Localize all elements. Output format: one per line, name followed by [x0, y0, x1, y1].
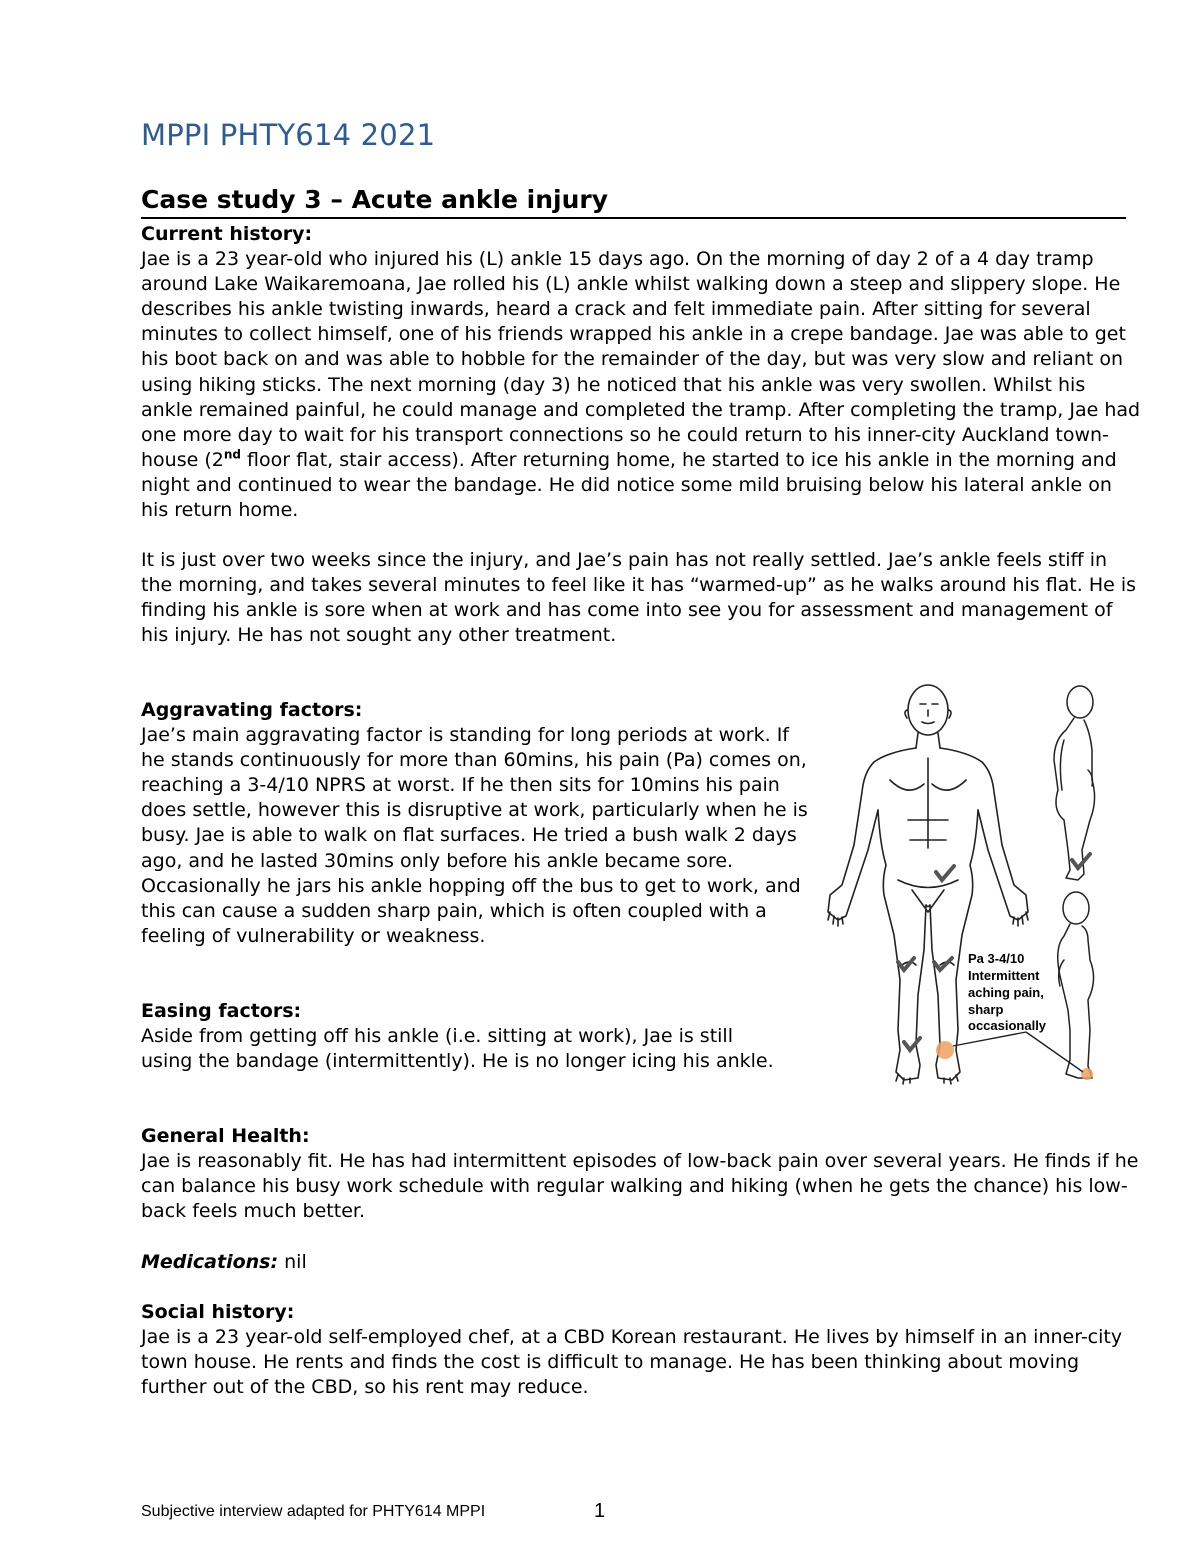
front-check-marks	[898, 866, 954, 1050]
pain-area-marker-front	[936, 1041, 954, 1059]
current-history-paragraph-2: It is just over two weeks since the injury, and Jae’s pain has not really settled. Jae’s ankle feels stiff in the morning, and takes several minutes to feel like it has “warmed-up” as he walks around his flat. He is finding his ankle is sore when at work and has come into see you for assessment and management of his injury. He has not sought any other treatment.	[141, 549, 1137, 647]
pain-label-line-5: occasionally	[968, 1018, 1047, 1033]
case-study-heading: Case study 3 – Acute ankle injury	[141, 184, 1126, 219]
easing-factors-heading: Easing factors:	[141, 1000, 302, 1022]
check-mark-ankle-right	[904, 1038, 920, 1050]
body-chart-figure	[808, 680, 1108, 1095]
aggravating-factors-text: Jae’s main aggravating factor is standing for long periods at work. If he stands continuously for more than 60mins, his pain (Pa) comes on, reaching a 3-4/10 NPRS at worst. If he then sits for 10mins his pain does settle, however this is disruptive at work, particularly when he is busy. Jae is able to walk on flat surfaces. He tried a bush walk 2 days ago, and he lasted 30mins only before his ankle became sore. Occasionally he jars his ankle hopping off the bus to get to work, and this can cause a sudden sharp pain, which is often coupled with a feeling of vulnerability or weakness.	[141, 724, 808, 947]
side-body-outline-lower	[1058, 892, 1094, 1078]
current-history-text-b: floor flat, stair access). After returning home, he started to ice his ankle in the morning and night and continued to wear the bandage. He did notice some mild bruising below his lateral ankle on his return home.	[141, 448, 1117, 522]
side-check-marks	[1072, 854, 1090, 868]
pain-label-line-4: sharp	[968, 1002, 1004, 1017]
medications-text: nil	[278, 1251, 307, 1273]
social-history-text: Jae is a 23 year-old self-employed chef, at a CBD Korean restaurant. He lives by himself in an inner-city town house. He rents and finds the cost is difficult to manage. He has been thinking about moving further out of the CBD, so his rent may reduce.	[141, 1326, 1123, 1399]
social-history-section	[141, 1300, 1141, 1400]
pain-label-line-2: Intermittent	[968, 968, 1040, 983]
social-history-heading: Social history:	[141, 1301, 295, 1323]
general-health-section	[141, 1124, 1141, 1224]
ordinal-suffix: nd	[223, 447, 241, 462]
aggravating-factors-section	[141, 698, 811, 949]
current-history-text-a: Jae is a 23 year-old who injured his (L) ankle 15 days ago. On the morning of day 2 of a 4 day tramp around Lake Waikaremoana, Jae rolled his (L) ankle whilst walking down a steep and slippery slope. He describes his ankle twisting inwards, heard a crack and felt immediate pain. After sitting for several minutes to collect himself, one of his friends wrapped his ankle in a crepe bandage. Jae was able to get his boot back on and was able to hobble for the remainder of the day, but was very slow and reliant on using hiking sticks. The next morning (day 3) he noticed that his ankle was very swollen. Whilst his ankle remained painful, he could manage and completed the tramp. After completing the tramp, Jae had one more day to wait for his transport connections so he could return to his inner-city Auckland town-house (2	[141, 248, 1141, 471]
document-title: MPPI PHTY614 2021	[141, 118, 436, 152]
medications-heading: Medications:	[141, 1251, 279, 1273]
aggravating-factors-heading: Aggravating factors:	[141, 699, 363, 721]
check-mark-knee-right	[898, 958, 914, 970]
body-chart-svg	[808, 680, 1108, 1095]
medications-section	[141, 1250, 1141, 1275]
footer-text: Subjective interview adapted for PHTY614 MPPI	[141, 1503, 486, 1520]
current-history-heading: Current history:	[141, 223, 313, 245]
side-body-outline-upper	[1054, 686, 1095, 880]
check-mark-side-ankle	[1072, 854, 1090, 868]
easing-factors-text: Aside from getting off his ankle (i.e. sitting at work), Jae is still using the bandage (intermittently). He is no longer icing his ankle.	[141, 1025, 774, 1073]
general-health-text: Jae is reasonably fit. He has had intermittent episodes of low-back pain over several years. He finds if he can balance his busy work schedule with regular walking and hiking (when he gets the chance) his low-back feels much better.	[141, 1150, 1139, 1223]
easing-factors-section	[141, 999, 811, 1074]
pain-label-line-1: Pa 3-4/10	[968, 951, 1025, 966]
general-health-heading: General Health:	[141, 1125, 310, 1147]
current-history-section	[141, 222, 1141, 649]
pain-area-marker-side	[1081, 1068, 1093, 1080]
page-number: 1	[594, 1500, 606, 1522]
pain-label-line-3: aching pain,	[968, 985, 1044, 1000]
current-history-paragraph-1	[141, 247, 1141, 523]
check-mark-hip	[936, 866, 954, 880]
pointer-lines	[953, 1032, 1083, 1072]
